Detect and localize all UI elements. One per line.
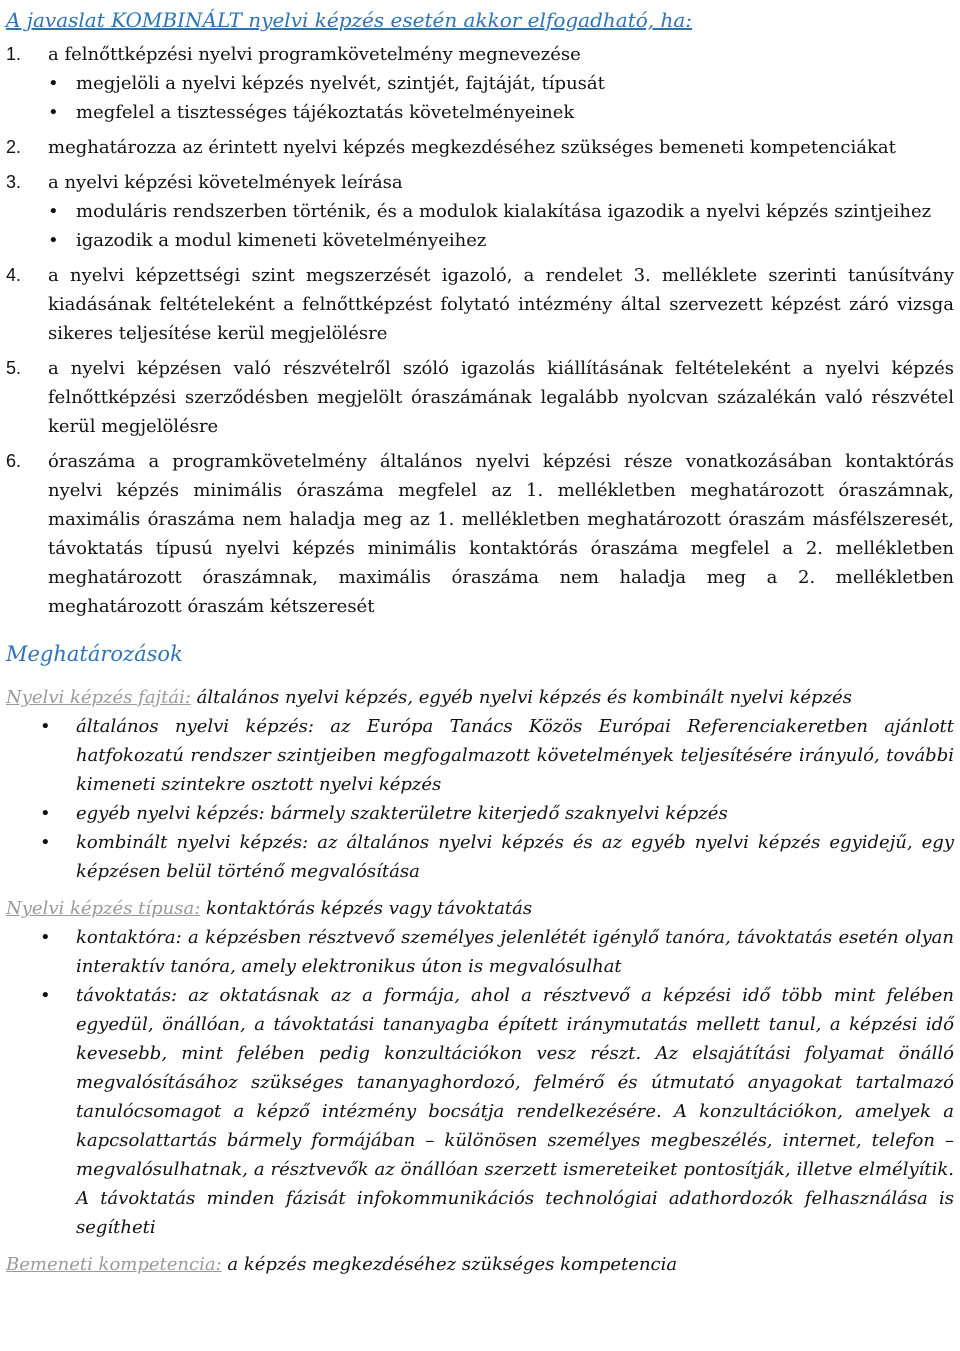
list-item [6,354,954,441]
heading-link[interactable]: A javaslat KOMBINÁLT nyelvi képzés esetén akkor elfogadható, ha: [6,8,693,32]
list-item [6,447,954,621]
bullet-item: • megfelel a tisztességes tájékoztatás követelményeinek [48,98,954,127]
definition-bullet: • kombinált nyelvi képzés: az általános nyelvi képzés és az egyéb nyelvi képzés egyidejű, egy képzésen belül történő megvalósítása [48,828,954,886]
definitions [6,683,954,1279]
item-number: 1. [6,44,22,64]
definition-text: kontaktórás képzés vagy távoktatás [200,898,533,919]
definition-bullet: • kontaktóra: a képzésben résztvevő személyes jelenlétét igénylő tanóra, távoktatás esetén olyan interaktív tanóra, amely elektronikus úton is megvalósulhat [48,923,954,981]
definition-label[interactable]: Nyelvi képzés fajtái: [6,687,191,708]
item-number: 5. [6,358,22,378]
item-number: 3. [6,172,22,192]
bullet-item: • moduláris rendszerben történik, és a modulok kialakítása igazodik a nyelvi képzés szintjeihez [48,197,954,226]
item-number: 6. [6,451,22,471]
numbered-list [6,40,954,621]
item-text: a felnőttképzési nyelvi programkövetelmény megnevezése [48,44,581,65]
item-number: 4. [6,265,22,285]
item-text: a nyelvi képzési követelmények leírása [48,172,403,193]
item-text: a nyelvi képzettségi szint megszerzését igazoló, a rendelet 3. melléklete szerinti tanúsítvány kiadásának feltételeként a felnőttképzést folytató intézmény által szervezett képzést záró vizsga sikeres teljesítése kerül megjelölésre [48,265,954,344]
definition-bullet: • egyéb nyelvi képzés: bármely szakterületre kiterjedő szaknyelvi képzés [48,799,954,828]
item-text: a nyelvi képzésen való részvételről szóló igazolás kiállításának feltételeként a nyelvi képzés felnőttképzési szerződésben megjelölt óraszámának legalább nyolcvan százalékán való részvétel kerül megjelölésre [48,358,954,437]
definition [6,683,954,712]
definition-label[interactable]: Nyelvi képzés típusa: [6,898,201,919]
bullet-item: • megjelöli a nyelvi képzés nyelvét, szintjét, fajtáját, típusát [48,69,954,98]
bullet-item: • igazodik a modul kimeneti követelményeihez [48,226,954,255]
definition-bullet: • távoktatás: az oktatásnak az a formája, ahol a résztvevő a képzési idő több mint felében egyedül, önállóan, a távoktatási tananyagba épített iránymutatás mellett tanul, a képzési idő kevesebb, mint felében pedig konzultációkon vesz részt. Az elsajátítási folyamat önálló megvalósításához szükséges tananyaghordozó, felmérő és útmutató anyagokat tartalmazó tanulócsomagot a képző intézmény bocsátja rendelkezésére. A konzultációkon, amelyek a kapcsolattartás bármely formájában – különösen személyes megbeszélés, internet, telefon – megvalósulhatnak, a résztvevők az önállóan szerzett ismereteiket pontosítják, illetve elmélyítik. A távoktatás minden fázisát infokommunikációs technológiai adathordozók felhasználása is segítheti [48,981,954,1242]
definition [6,1250,954,1279]
definition-bullet: • általános nyelvi képzés: az Európa Tanács Közös Európai Referenciakeretben ajánlott hatfokozatú rendszer szintjeiben megfogalmazott követelmények teljesítésére irányuló, további kimeneti szintekre osztott nyelvi képzés [48,712,954,799]
list-item [6,261,954,348]
list-item [6,40,954,127]
item-text: meghatározza az érintett nyelvi képzés megkezdéséhez szükséges bemeneti kompetenciákat [48,137,896,158]
item-number: 2. [6,137,22,157]
definition-text: a képzés megkezdéséhez szükséges kompetencia [221,1254,678,1275]
item-text: óraszáma a programkövetelmény általános nyelvi képzési része vonatkozásában kontaktórás nyelvi képzés minimális óraszáma megfelel az 1. mellékletben meghatározott óraszámnak, maximális óraszáma nem haladja meg az 1. mellékletben meghatározott óraszám másfélszeresét, távoktatás típusú nyelvi képzés minimális kontaktórás óraszáma megfelel a 2. mellékletben meghatározott óraszámnak, maximális óraszáma nem haladja meg a 2. mellékletben meghatározott óraszám kétszeresét [48,451,954,617]
definition-label[interactable]: Bemeneti kompetencia: [6,1254,222,1275]
definition-text: általános nyelvi képzés, egyéb nyelvi képzés és kombinált nyelvi képzés [190,687,852,708]
definition [6,894,954,923]
section-title: Meghatározások [6,642,183,666]
list-item [6,168,954,255]
list-item [6,133,954,162]
